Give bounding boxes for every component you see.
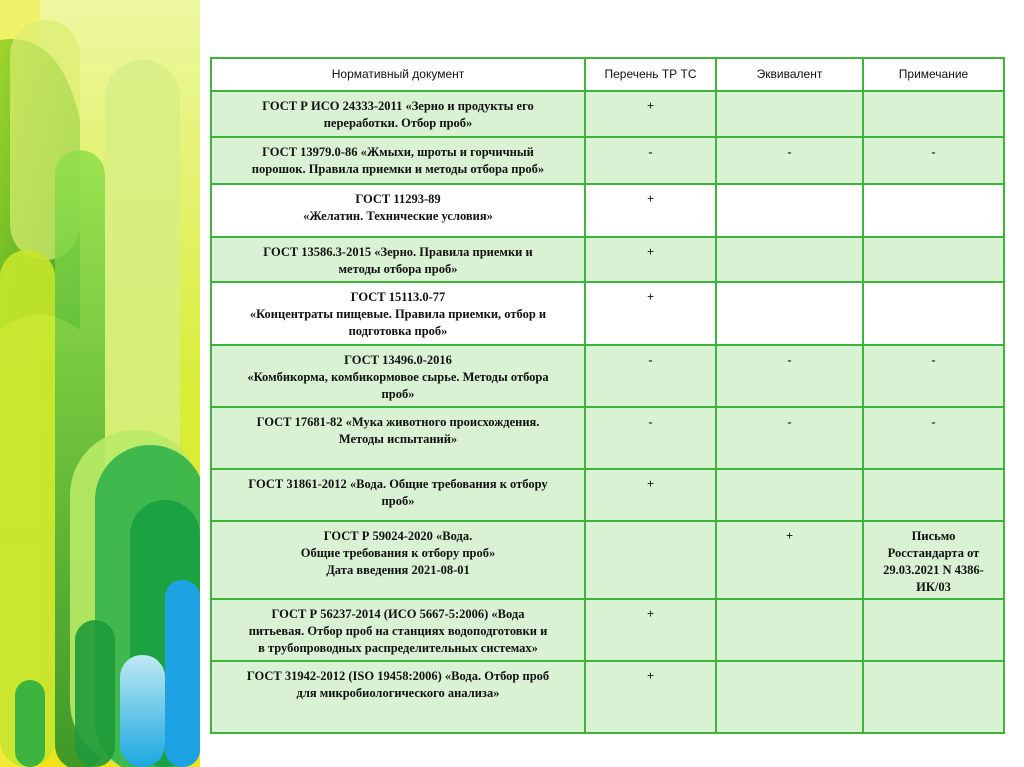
- doc-line: Общие требования к отбору проб»: [300, 546, 496, 560]
- note-cell: -: [863, 407, 1004, 469]
- note-cell: [863, 599, 1004, 661]
- table-row: [211, 237, 1004, 282]
- header-tr-ts-list: Перечень ТР ТС: [585, 58, 716, 91]
- list-cell: +: [585, 599, 716, 661]
- document-cell: [211, 137, 585, 184]
- doc-line: ГОСТ 13496.0-2016: [344, 353, 452, 367]
- equivalent-cell: [716, 661, 863, 733]
- note-cell: [863, 469, 1004, 521]
- table-row: [211, 184, 1004, 237]
- table-row: [211, 521, 1004, 599]
- table-row: [211, 345, 1004, 407]
- document-cell: [211, 184, 585, 237]
- document-cell: [211, 237, 585, 282]
- table-row: [211, 661, 1004, 733]
- table-row: [211, 282, 1004, 345]
- list-cell: +: [585, 661, 716, 733]
- note-line: ИК/03: [916, 580, 951, 594]
- note-cell: [863, 237, 1004, 282]
- list-cell: +: [585, 469, 716, 521]
- equivalent-cell: -: [716, 407, 863, 469]
- equivalent-cell: [716, 469, 863, 521]
- note-line: Росстандарта от: [887, 546, 980, 560]
- doc-line: проб»: [381, 387, 415, 401]
- equivalent-cell: -: [716, 137, 863, 184]
- doc-line: ГОСТ 31942-2012 (ISO 19458:2006) «Вода. Отбор проб: [246, 669, 550, 683]
- document-cell: [211, 661, 585, 733]
- doc-line: «Желатин. Технические условия»: [303, 209, 493, 223]
- doc-line: в трубопроводных распределительных системах»: [258, 641, 538, 655]
- header-equivalent: Эквивалент: [716, 58, 863, 91]
- list-cell: +: [585, 237, 716, 282]
- doc-line: «Концентраты пищевые. Правила приемки, отбор и: [249, 307, 547, 321]
- doc-line: ГОСТ Р ИСО 24333-2011 «Зерно и продукты его: [262, 99, 534, 113]
- document-cell: [211, 407, 585, 469]
- document-cell: [211, 521, 585, 599]
- list-cell: [585, 521, 716, 599]
- note-cell: [863, 91, 1004, 137]
- doc-line: «Комбикорма, комбикормовое сырье. Методы отбора: [247, 370, 549, 384]
- note-line: 29.03.2021 N 4386-: [883, 563, 984, 577]
- note-cell: -: [863, 137, 1004, 184]
- document-cell: [211, 91, 585, 137]
- doc-line: ГОСТ Р 56237-2014 (ИСО 5667-5:2006) «Вода: [271, 607, 525, 621]
- equivalent-cell: [716, 599, 863, 661]
- doc-line: питьевая. Отбор проб на станциях водоподготовки и: [248, 624, 548, 638]
- note-line: Письмо: [911, 529, 956, 543]
- note-cell: [863, 184, 1004, 237]
- table-row: [211, 137, 1004, 184]
- doc-line: ГОСТ 13586.3-2015 «Зерно. Правила приемки и: [263, 245, 533, 259]
- header-document: Нормативный документ: [211, 58, 585, 91]
- list-cell: +: [585, 184, 716, 237]
- header-row: [211, 58, 1004, 91]
- doc-line: ГОСТ 31861-2012 «Вода. Общие требования к отбору: [248, 477, 548, 491]
- equivalent-cell: [716, 237, 863, 282]
- doc-line: Дата введения 2021-08-01: [326, 563, 470, 577]
- table-row: [211, 469, 1004, 521]
- document-cell: [211, 469, 585, 521]
- doc-line: проб»: [381, 494, 415, 508]
- decorative-background: [0, 0, 200, 767]
- document-cell: [211, 282, 585, 345]
- doc-line: ГОСТ 17681-82 «Мука животного происхождения.: [256, 415, 540, 429]
- doc-line: переработки. Отбор проб»: [323, 116, 473, 130]
- list-cell: -: [585, 137, 716, 184]
- list-cell: +: [585, 282, 716, 345]
- doc-line: порошок. Правила приемки и методы отбора проб»: [251, 162, 545, 176]
- doc-line: методы отбора проб»: [338, 262, 458, 276]
- note-cell: [863, 661, 1004, 733]
- table-row: [211, 599, 1004, 661]
- standards-table: [210, 57, 1005, 734]
- doc-line: Методы испытаний»: [338, 432, 458, 446]
- table-row: [211, 407, 1004, 469]
- table-row: [211, 91, 1004, 137]
- doc-line: ГОСТ 15113.0-77: [350, 290, 446, 304]
- standards-table-container: [210, 57, 1003, 726]
- note-cell: -: [863, 345, 1004, 407]
- note-cell: [863, 282, 1004, 345]
- list-cell: -: [585, 407, 716, 469]
- doc-line: подготовка проб»: [348, 324, 448, 338]
- list-cell: -: [585, 345, 716, 407]
- doc-line: ГОСТ 11293-89: [355, 192, 441, 206]
- equivalent-cell: -: [716, 345, 863, 407]
- doc-line: для микробиологического анализа»: [296, 686, 500, 700]
- equivalent-cell: [716, 91, 863, 137]
- header-note: Примечание: [863, 58, 1004, 91]
- doc-line: ГОСТ 13979.0-86 «Жмыхи, шроты и горчичный: [262, 145, 534, 159]
- equivalent-cell: [716, 282, 863, 345]
- equivalent-cell: [716, 184, 863, 237]
- doc-line: ГОСТ Р 59024-2020 «Вода.: [323, 529, 473, 543]
- document-cell: [211, 345, 585, 407]
- note-cell: [863, 521, 1004, 599]
- list-cell: +: [585, 91, 716, 137]
- equivalent-cell: +: [716, 521, 863, 599]
- document-cell: [211, 599, 585, 661]
